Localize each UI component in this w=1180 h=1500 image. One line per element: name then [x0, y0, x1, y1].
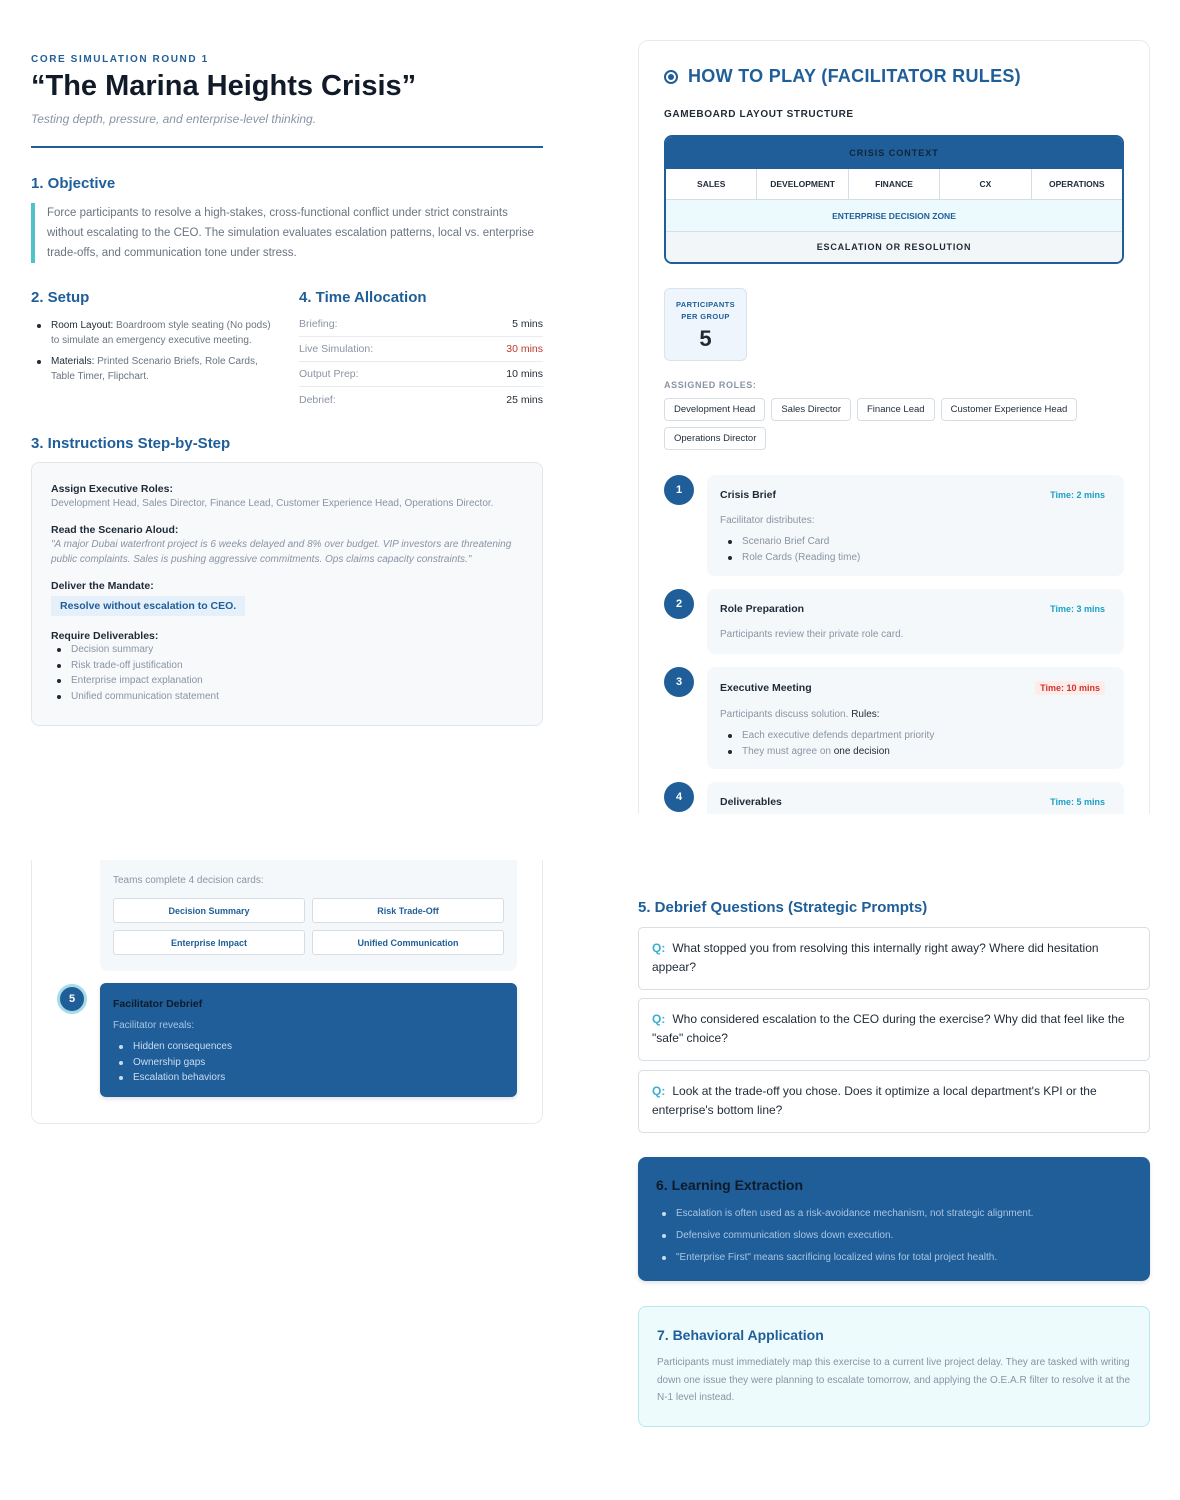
debrief-question: Q: What stopped you from resolving this internally right away? Where did hesitation appear? — [638, 927, 1150, 990]
gameboard-escalation: ESCALATION OR RESOLUTION — [666, 232, 1122, 262]
debrief-heading: 5. Debrief Questions (Strategic Prompts) — [638, 899, 928, 916]
step-title: Facilitator Debrief — [113, 998, 203, 1010]
mandate-badge: Resolve without escalation to CEO. — [51, 596, 245, 616]
scenario-quote: "A major Dubai waterfront project is 6 weeks delayed and 8% over budget. VIP investors are threatening public complaints. Sales is pushing aggressive commitments. Ops claims capacity constraints." — [51, 539, 512, 565]
step-time: Time: 5 mins — [1050, 797, 1105, 807]
assign-roles-text: Development Head, Sales Director, Finance Lead, Customer Experience Head, Operations Director. — [51, 498, 494, 509]
department-cell: OPERATIONS — [1049, 179, 1105, 189]
assign-roles-heading: Assign Executive Roles: — [51, 483, 173, 495]
step-title: Deliverables — [720, 796, 782, 808]
list-item: Ownership gaps — [113, 1055, 504, 1071]
department-cell: FINANCE — [849, 169, 940, 199]
step-card — [707, 782, 1124, 814]
roles-chips — [664, 398, 1124, 450]
debrief-question: Q: Look at the trade-off you chose. Does it optimize a local department's KPI or the enterprise's bottom line? — [638, 1070, 1150, 1133]
decision-card: Unified Communication — [312, 930, 504, 955]
page-subtitle: Testing depth, pressure, and enterprise-level thinking. — [31, 112, 317, 126]
role-chip: Customer Experience Head — [941, 398, 1078, 421]
debrief-question: Q: Who considered escalation to the CEO during the exercise? Why did that feel like the "safe" choice? — [638, 998, 1150, 1061]
time-allocation-heading: 4. Time Allocation — [299, 289, 427, 306]
list-item: Decision summary — [51, 642, 523, 658]
page-title: “The Marina Heights Crisis” — [31, 70, 417, 102]
step-title: Role Preparation — [720, 603, 805, 615]
list-item: Escalation is often used as a risk-avoidance mechanism, not strategic alignment. — [656, 1203, 1132, 1225]
gameboard-diagram — [664, 135, 1124, 264]
objective-heading: 1. Objective — [31, 175, 116, 192]
department-cell: DEVELOPMENT — [757, 169, 848, 199]
step-time: Time: 10 mins — [1035, 681, 1105, 695]
learning-extraction-card — [638, 1157, 1150, 1281]
step-title: Crisis Brief — [720, 489, 777, 501]
list-item: Role Cards (Reading time) — [722, 550, 1105, 566]
role-chip: Finance Lead — [857, 398, 935, 421]
setup-item: Room Layout: Boardroom style seating (No pods) to simulate an emergency executive meeting. — [31, 318, 281, 348]
step-time: Time: 3 mins — [1050, 604, 1105, 614]
behavioral-application-card — [638, 1306, 1150, 1427]
decision-card: Risk Trade-Off — [312, 898, 504, 923]
list-item: Enterprise impact explanation — [51, 673, 523, 689]
step-card: Executive Meeting Time: 10 mins Participants discuss solution. Rules: Each executive defends department priority They must agree on one decision — [707, 667, 1124, 769]
list-item: Hidden consequences — [113, 1039, 504, 1055]
participants-per-group: PARTICIPANTS PER GROUP 5 — [664, 288, 747, 361]
gameboard-context: CRISIS CONTEXT — [666, 137, 1122, 169]
target-icon — [664, 70, 678, 84]
list-item: Risk trade-off justification — [51, 658, 523, 674]
list-item: Scenario Brief Card — [722, 534, 1105, 550]
setup-heading: 2. Setup — [31, 289, 90, 306]
instructions-heading: 3. Instructions Step-by-Step — [31, 435, 231, 452]
page-gap — [630, 814, 1160, 874]
role-chip: Sales Director — [771, 398, 851, 421]
step-number: 4 — [664, 782, 694, 812]
step-number: 5 — [57, 984, 87, 1014]
list-item: Each executive defends department priority — [722, 728, 1105, 744]
list-item: Defensive communication slows down execution. — [656, 1225, 1132, 1247]
step-number: 1 — [664, 475, 694, 505]
mandate-heading: Deliver the Mandate: — [51, 580, 154, 592]
step-card: Crisis Brief Time: 2 mins Facilitator distributes: Scenario Brief Card Role Cards (Reading time) — [707, 475, 1124, 576]
decision-card: Decision Summary — [113, 898, 305, 923]
instructions-card — [31, 462, 543, 726]
gameboard-decision-zone: ENTERPRISE DECISION ZONE — [666, 200, 1122, 232]
participants-count: 5 — [699, 326, 712, 351]
gameboard-label: GAMEBOARD LAYOUT STRUCTURE — [664, 109, 854, 120]
time-allocation-table — [299, 312, 543, 412]
time-row: Debrief: 25 mins — [299, 393, 543, 406]
facilitator-debrief-card: Facilitator Debrief Facilitator reveals: Hidden consequences Ownership gaps Escalation behaviors — [100, 983, 517, 1097]
list-item: Escalation behaviors — [113, 1070, 504, 1086]
role-chip: Operations Director — [664, 427, 766, 450]
time-row: Briefing: 5 mins — [299, 312, 543, 337]
title-divider — [31, 146, 543, 148]
department-cell: SALES — [666, 169, 757, 199]
read-scenario-heading: Read the Scenario Aloud: — [51, 524, 179, 536]
learning-heading: 6. Learning Extraction — [656, 1177, 804, 1193]
list-item: Unified communication statement — [51, 689, 523, 705]
roles-label: ASSIGNED ROLES: — [664, 380, 757, 390]
step-time: Time: 2 mins — [1050, 490, 1105, 500]
behavioral-heading: 7. Behavioral Application — [657, 1327, 824, 1343]
behavioral-text: Participants must immediately map this exercise to a current live project delay. They are tasked with writing down one issue they were planning to escalate tomorrow, and applying the O.E.A.R filter to resolve it at the N-1 level instead. — [657, 1357, 1131, 1403]
step-card: Teams complete 4 decision cards: Decision Summary Risk Trade-Off Enterprise Impact Unified Communication — [100, 860, 517, 971]
eyebrow: CORE SIMULATION ROUND 1 — [31, 54, 209, 65]
deliverables-heading: Require Deliverables: — [51, 630, 159, 642]
department-cell: CX — [940, 169, 1031, 199]
step-number: 2 — [664, 589, 694, 619]
objective-text: Force participants to resolve a high-stakes, cross-functional conflict under strict constraints without escalating to the CEO. The simulation evaluates escalation patterns, local vs. enterprise trade-offs, and communication tone under stress. — [31, 203, 543, 263]
setup-item: Materials: Printed Scenario Briefs, Role Cards, Table Timer, Flipchart. — [31, 354, 281, 384]
step-title: Executive Meeting — [720, 682, 812, 694]
decision-card: Enterprise Impact — [113, 930, 305, 955]
step-number: 3 — [664, 667, 694, 697]
step-card: Role Preparation Time: 3 mins Participants review their private role card. — [707, 589, 1124, 654]
setup-list — [31, 318, 281, 390]
rules-title: HOW TO PLAY (FACILITATOR RULES) — [664, 66, 1021, 87]
decision-cards — [113, 898, 504, 955]
deliverables-list — [51, 642, 523, 704]
gameboard-departments — [666, 169, 1122, 200]
list-item: They must agree on one decision — [722, 744, 1105, 760]
list-item: "Enterprise First" means sacrificing localized wins for total project health. — [656, 1247, 1132, 1269]
time-row: Live Simulation: 30 mins — [299, 337, 543, 362]
role-chip: Development Head — [664, 398, 765, 421]
time-row: Output Prep: 10 mins — [299, 362, 543, 387]
